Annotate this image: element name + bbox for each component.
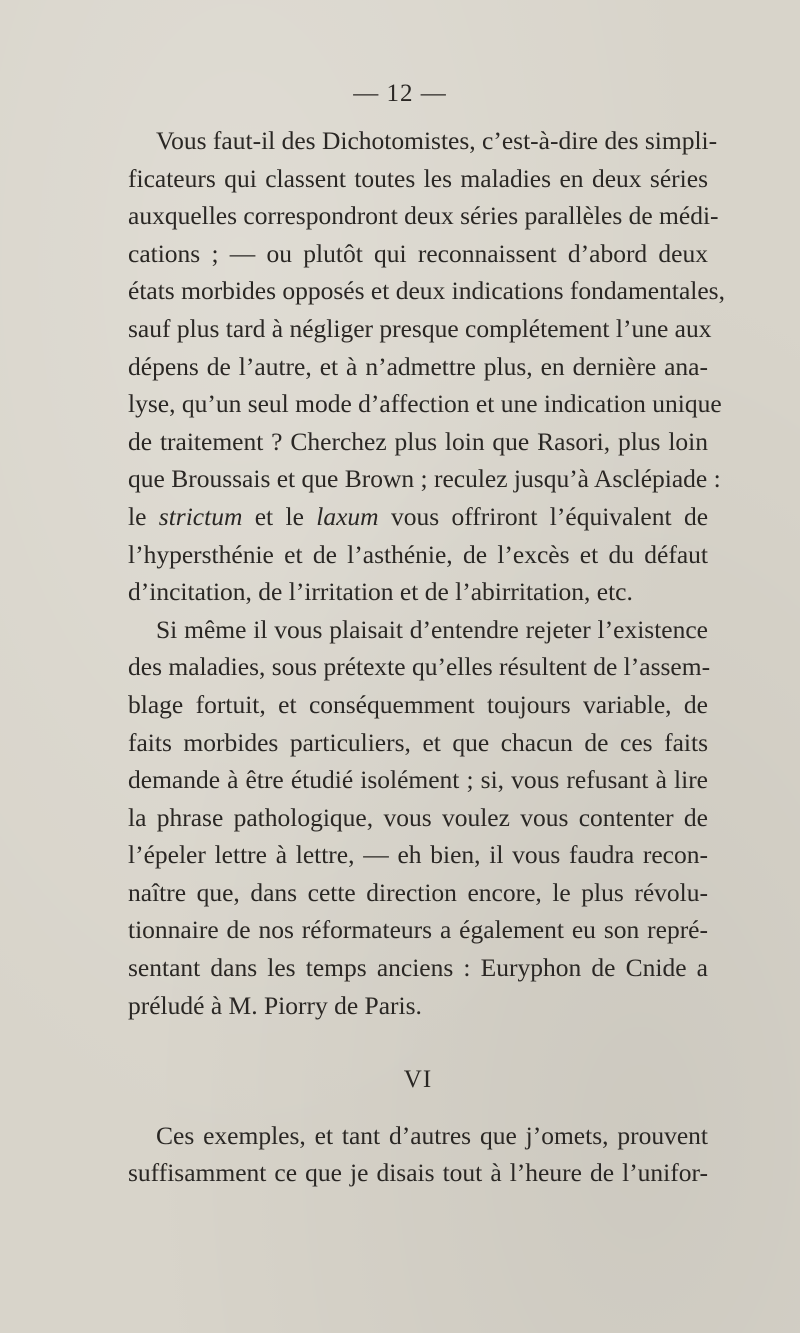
page-number: — 12 — (353, 80, 447, 107)
text-line: faits morbides particuliers, et que chacun de ces faits (128, 727, 708, 757)
text-line: Ces exemples, et tant d’autres que j’omets, prouvent (156, 1120, 708, 1150)
text-line: cations ; — ou plutôt qui reconnaissent d’abord deux (128, 238, 708, 268)
text-fragment: le (128, 501, 159, 531)
text-line: demande à être étudié isolément ; si, vous refusant à lire (128, 765, 708, 795)
text-line: que Broussais et que Brown ; reculez jusqu’à Asclépiade : (128, 464, 721, 494)
text-line: d’incitation, de l’irritation et de l’abirritation, etc. (128, 577, 633, 607)
text-line: la phrase pathologique, vous voulez vous contenter de (128, 802, 708, 832)
latin-term-strictum: strictum (158, 501, 243, 531)
text-line: dépens de l’autre, et à n’admettre plus, en dernière ana- (128, 351, 708, 381)
text-line: suffisamment ce que je disais tout à l’heure de l’unifor- (128, 1158, 708, 1188)
text-line: blage fortuit, et conséquemment toujours variable, de (128, 689, 708, 719)
text-line: tionnaire de nos réformateurs a également eu son repré- (128, 915, 708, 945)
text-line: ficateurs qui classent toutes les maladies en deux séries (128, 163, 708, 193)
text-line: sentant dans les temps anciens : Euryphon de Cnide a (128, 953, 708, 983)
text-line: sauf plus tard à négliger presque complétement l’une aux (128, 313, 712, 343)
text-line: l’épeler lettre à lettre, — eh bien, il vous faudra recon- (128, 840, 708, 870)
text-line: états morbides opposés et deux indications fondamentales, (128, 276, 725, 306)
latin-term-laxum: laxum (316, 501, 379, 531)
text-line: Si même il vous plaisait d’entendre rejeter l’existence (156, 614, 708, 644)
text-fragment: et le (242, 501, 317, 531)
text-fragment: vous offriront l’équivalent de (378, 501, 709, 531)
section-heading: VI (403, 1066, 433, 1094)
text-line: lyse, qu’un seul mode d’affection et une indication unique (128, 389, 722, 419)
text-line-with-latin-terms (128, 498, 708, 536)
text-line: naître que, dans cette direction encore, le plus révolu- (128, 877, 708, 907)
text-line: auxquelles correspondront deux séries parallèles de médi- (128, 201, 719, 231)
text-line: des maladies, sous prétexte qu’elles résultent de l’assem- (128, 652, 711, 682)
text-line: de traitement ? Cherchez plus loin que Rasori, plus loin (128, 426, 708, 456)
body-text (128, 122, 725, 1192)
text-line: l’hypersthénie et de l’asthénie, de l’excès et du défaut (128, 539, 708, 569)
text-line: préludé à M. Piorry de Paris. (128, 990, 422, 1020)
text-line: Vous faut-il des Dichotomistes, c’est-à-dire des simpli- (156, 126, 718, 155)
